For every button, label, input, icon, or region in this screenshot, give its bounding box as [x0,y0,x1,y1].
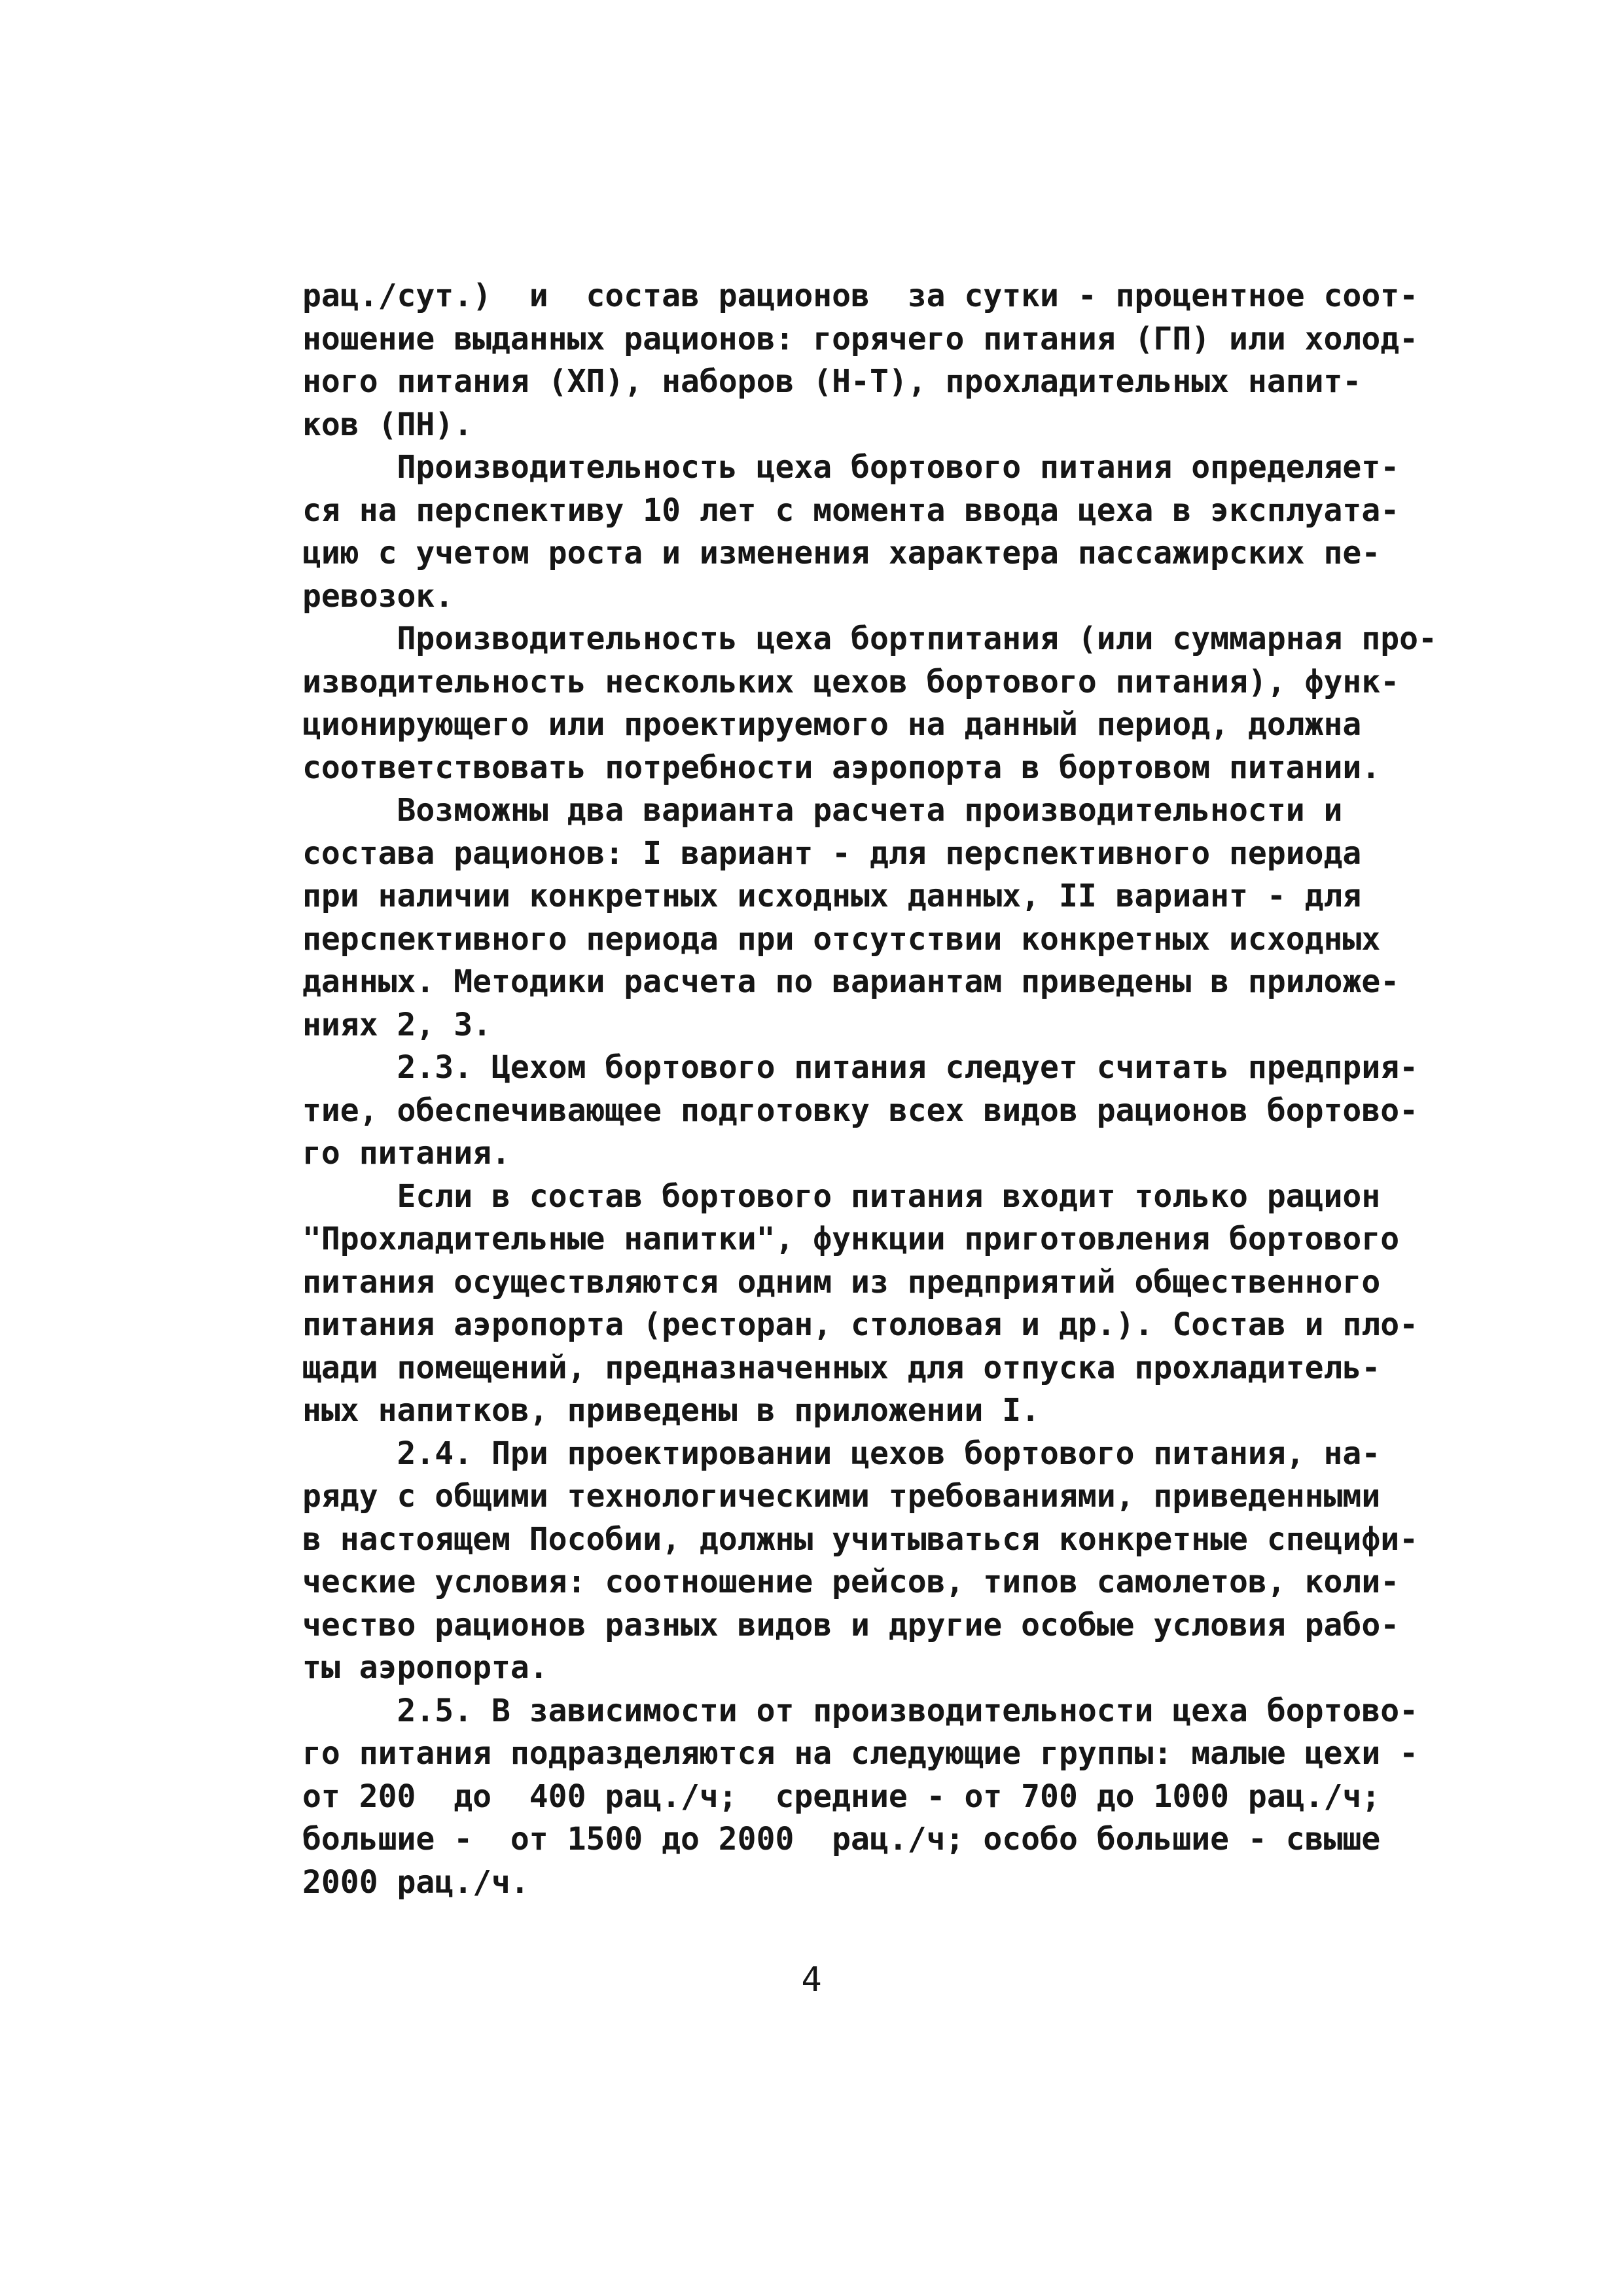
text-line: ся на перспективу 10 лет с момента ввода цеха в эксплуата- [302,492,1400,529]
text-line: ты аэропорта. [302,1649,548,1686]
text-line: чество рационов разных видов и другие особые условия рабо- [302,1606,1400,1643]
text-line: 2000 рац./ч. [302,1863,529,1901]
text-line: ношение выданных рационов: горячего питания (ГП) или холод- [302,320,1419,357]
text-line: ционирующего или проектируемого на данный период, должна [302,706,1362,743]
text-line: Возможны два варианта расчета производительности и [302,792,1343,829]
text-line: в настоящем Пособии, должны учитываться конкретные специфи- [302,1520,1419,1558]
text-line: го питания. [302,1135,510,1172]
text-line: рац./сут.) и состав рационов за сутки - процентное соот- [302,278,1419,314]
text-line: перспективного периода при отсутствии конкретных исходных [302,920,1381,958]
text-line: тие, обеспечивающее подготовку всех видов рационов бортово- [302,1092,1419,1129]
text-line: ного питания (ХП), наборов (Н-Т), прохладительных напит- [302,363,1362,400]
text-line: ряду с общими технологическими требованиями, приведенными [302,1478,1381,1515]
text-line: го питания подразделяются на следующие группы: малые цехи - [302,1735,1419,1772]
text-line: большие - от 1500 до 2000 рац./ч; особо большие - свыше [302,1821,1381,1857]
text-line: изводительность нескольких цехов бортового питания), функ- [302,663,1400,700]
text-line: ков (ПН). [302,406,473,443]
text-line: питания осуществляются одним из предприятий общественного [302,1263,1381,1300]
text-line: от 200 до 400 рац./ч; средние - от 700 до 1000 рац./ч; [302,1778,1381,1815]
page-number: 4 [801,1960,822,2000]
text-line: питания аэропорта (ресторан, столовая и др.). Состав и пло- [302,1306,1419,1343]
text-line: "Прохладительные напитки", функции приготовления бортового [302,1221,1400,1257]
text-line: данных. Методики расчета по вариантам приведены в приложе- [302,963,1400,1000]
text-line: ревозок. [302,577,454,615]
text-line: ческие условия: соотношение рейсов, типов самолетов, коли- [302,1564,1400,1600]
text-line: щади помещений, предназначенных для отпуска прохладитель- [302,1349,1381,1386]
text-line: ниях 2, 3. [302,1006,491,1043]
text-line: состава рационов: I вариант - для перспективного периода [302,834,1362,872]
text-line: цию с учетом роста и изменения характера пассажирских пе- [302,535,1381,571]
text-line: Если в состав бортового питания входит только рацион [302,1177,1381,1215]
text-line: 2.4. При проектировании цехов бортового питания, на- [302,1435,1381,1472]
text-line: 2.3. Цехом бортового питания следует считать предприя- [302,1049,1419,1086]
text-line: Производительность цеха бортового питания определяет- [302,449,1400,486]
text-line: при наличии конкретных исходных данных, II вариант - для [302,878,1362,914]
text-line: соответствовать потребности аэропорта в бортовом питании. [302,749,1381,786]
text-line: Производительность цеха бортпитания (или суммарная про- [302,620,1437,657]
text-line: 2.5. В зависимости от производительности цеха бортово- [302,1692,1419,1729]
body-text [302,275,1437,1904]
text-line: ных напитков, приведены в приложении I. [302,1392,1041,1429]
